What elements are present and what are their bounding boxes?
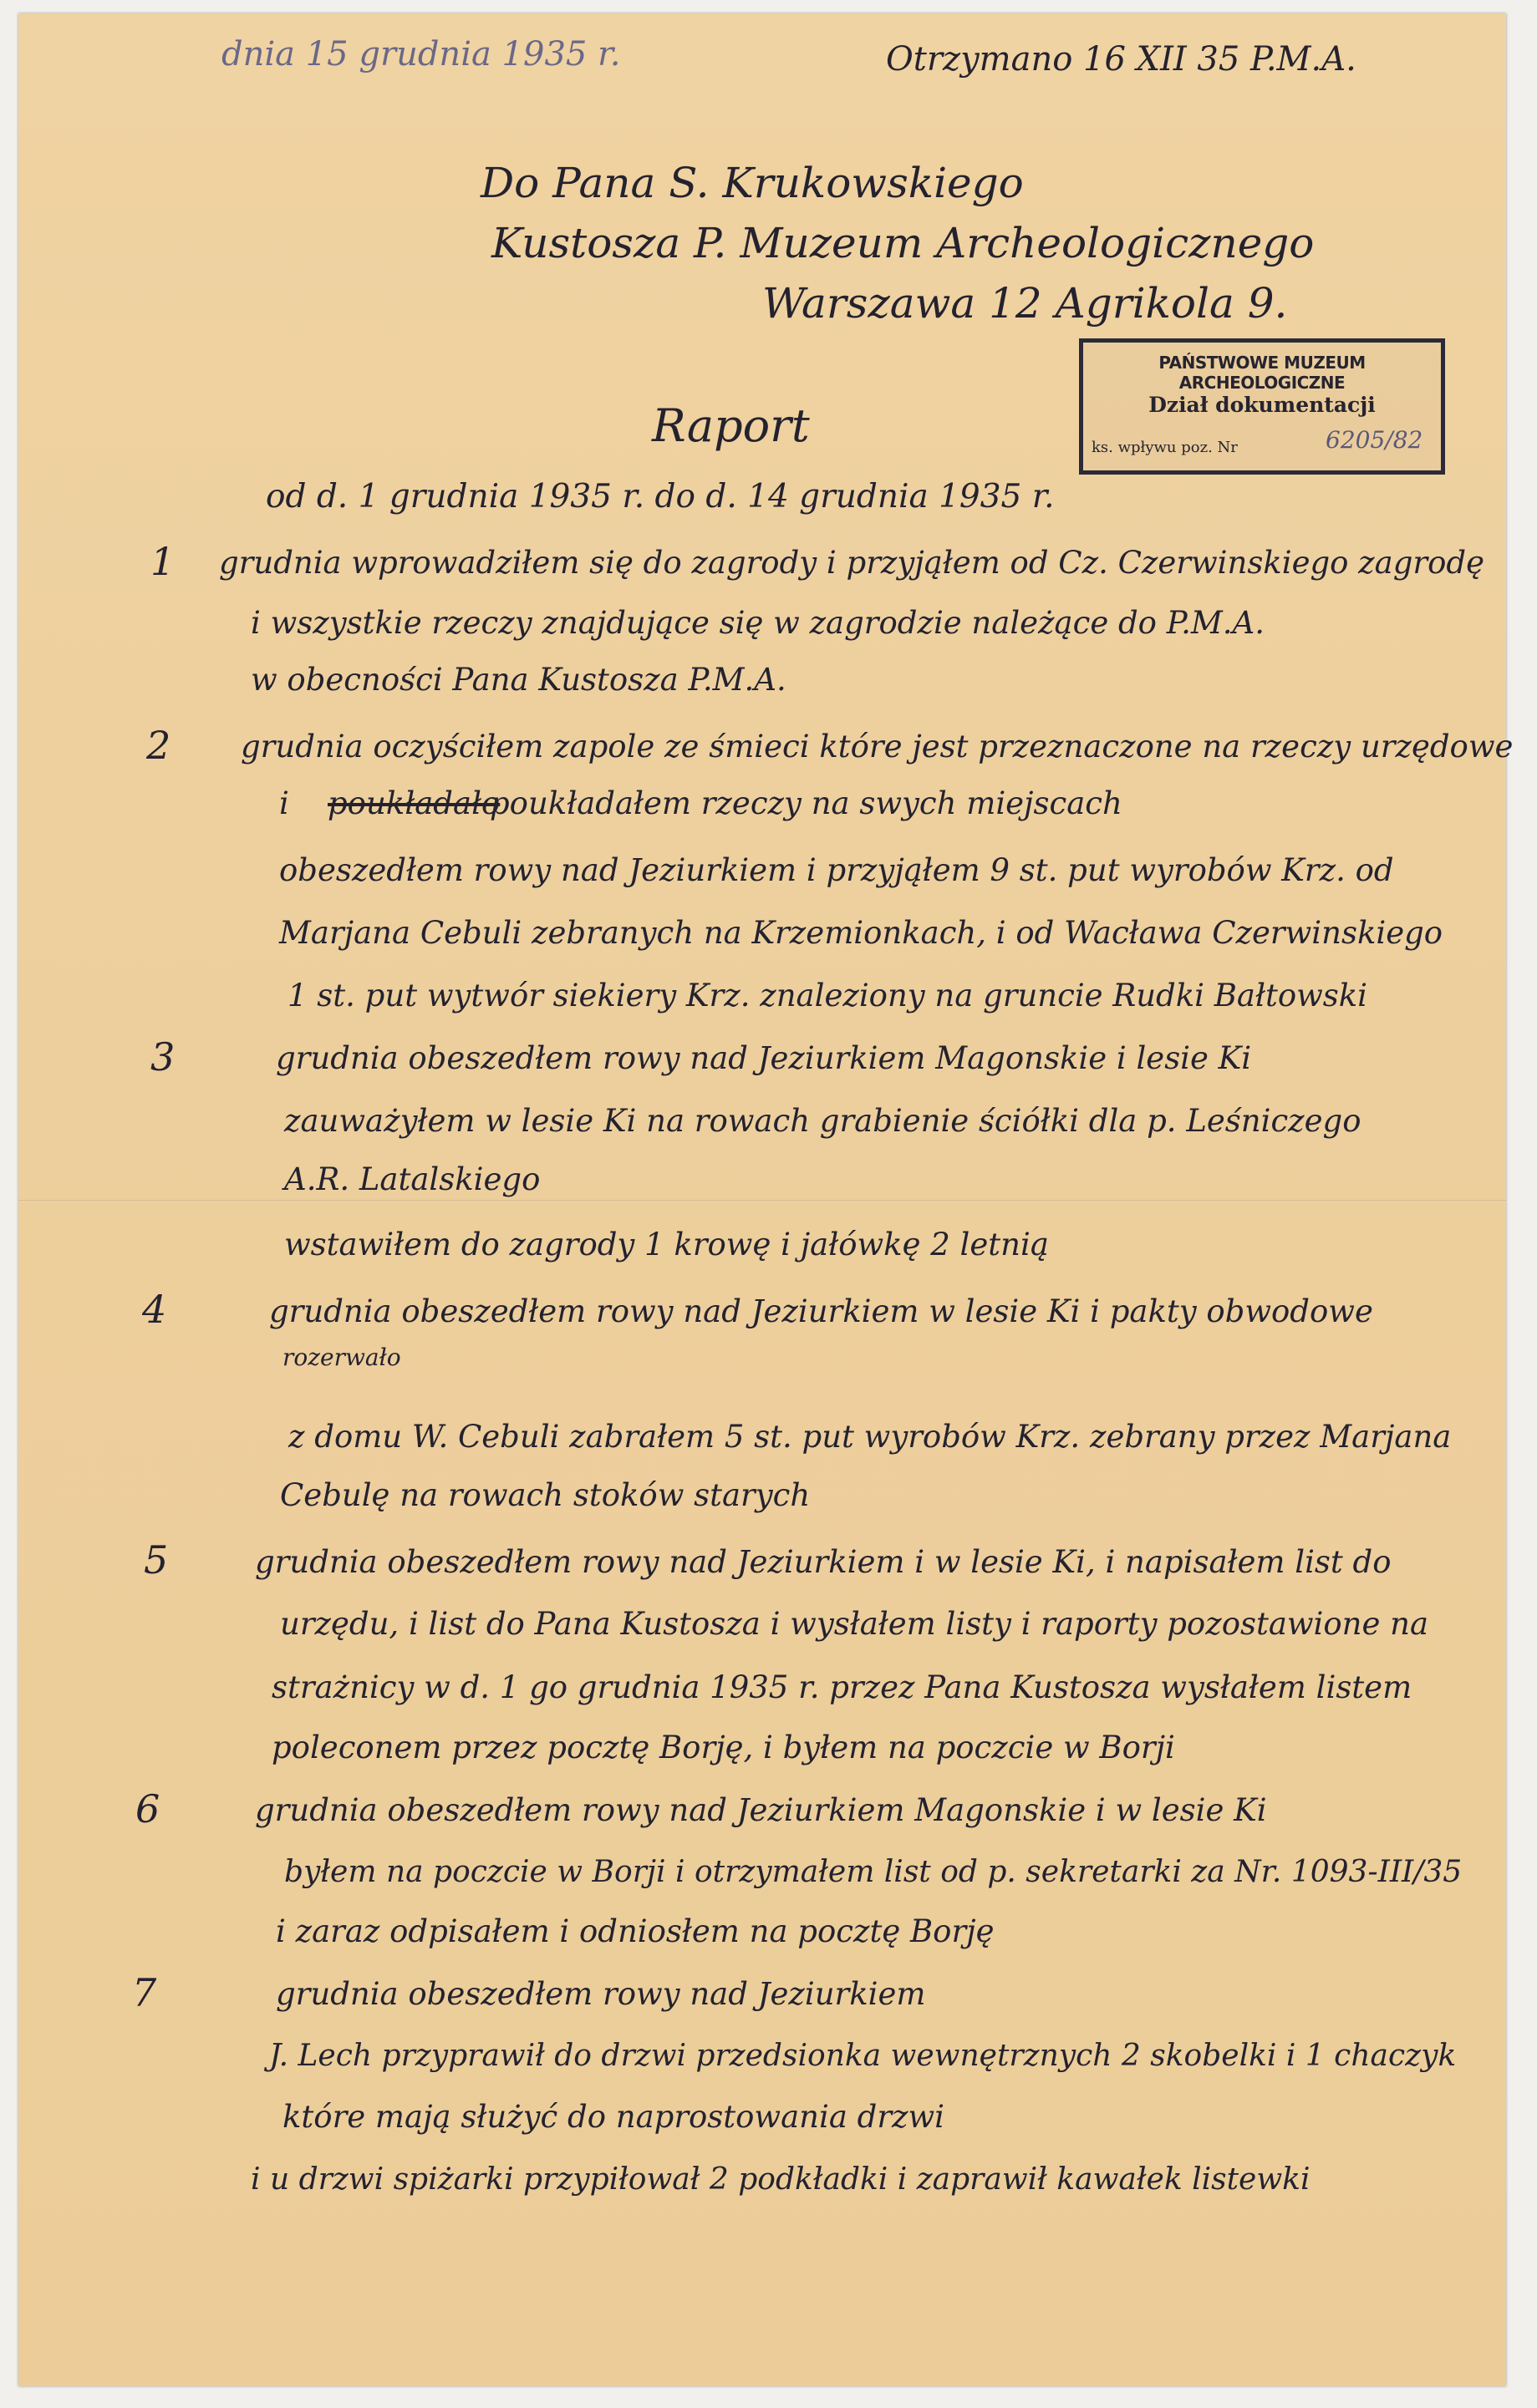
- page-fold: [18, 1200, 1506, 1202]
- entry-7-line-2: J. Lech przyprawił do drzwi przedsionka wewnętrznych 2 skobelki i 1 chaczyk: [269, 2039, 1457, 2073]
- received-note: Otrzymano 16 XII 35 P.M.A.: [886, 40, 1356, 79]
- entry-3-line-1: grudnia obeszedłem rowy nad Jeziurkiem Magonskie i lesie Ki: [276, 1040, 1252, 1076]
- stamp-entry-number: 6205/82: [1326, 426, 1423, 454]
- date-note: dnia 15 grudnia 1935 r.: [221, 35, 621, 74]
- entry-3-line-2: zauważyłem w lesie Ki na rowach grabienie ściółki dla p. Leśniczego: [284, 1103, 1361, 1139]
- entry-2-line-4: Marjana Cebuli zebranych na Krzemionkach, i od Wacława Czerwinskiego: [279, 915, 1443, 951]
- entry-day-2: 2: [146, 723, 171, 768]
- entry-day-3: 3: [150, 1034, 176, 1080]
- entry-day-4: 4: [142, 1287, 167, 1332]
- entry-1-line-2: i wszystkie rzeczy znajdujące się w zagrodzie należące do P.M.A.: [251, 605, 1265, 641]
- entry-4-line-4: Cebulę na rowach stoków starych: [280, 1477, 811, 1513]
- entry-day-6: 6: [135, 1786, 160, 1831]
- entry-2-line-2: poukładałem rzeczy na swych miejscach: [490, 785, 1122, 821]
- address-line-3: Warszawa 12 Agrikola 9.: [762, 279, 1288, 328]
- entry-6-line-1: grudnia obeszedłem rowy nad Jeziurkiem Magonskie i w lesie Ki: [255, 1792, 1267, 1828]
- entry-4-line-1: grudnia obeszedłem rowy nad Jeziurkiem w lesie Ki i pakty obwodowe: [269, 1293, 1373, 1329]
- entry-7-line-3: które mają służyć do naprostowania drzwi: [282, 2099, 945, 2135]
- stamp-entry-label: ks. wpływu poz. Nr: [1092, 439, 1238, 456]
- entry-7-line-1: grudnia obeszedłem rowy nad Jeziurkiem: [276, 1976, 926, 2012]
- entry-3-line-3: A.R. Latalskiego: [284, 1161, 541, 1197]
- entry-2-struck-word: poukładało: [328, 785, 501, 821]
- address-line-1: Do Pana S. Krukowskiego: [481, 159, 1024, 207]
- entry-5-line-2: urzędu, i list do Pana Kustosza i wysłałem listy i raporty pozostawione na: [280, 1606, 1429, 1642]
- archive-stamp: [1079, 338, 1445, 475]
- entry-6-line-2: byłem na poczcie w Borji i otrzymałem list od p. sekretarki za Nr. 1093-III/35: [284, 1855, 1463, 1889]
- entry-2-line-5: 1 st. put wytwór siekiery Krz. znaleziony na gruncie Rudki Bałtowski: [288, 978, 1368, 1013]
- report-period: od d. 1 grudnia 1935 r. do d. 14 grudnia 1935 r.: [266, 478, 1055, 516]
- entry-4-line-2: rozerwało: [282, 1344, 401, 1371]
- entry-6-line-3: i zaraz odpisałem i odniosłem na pocztę Borję: [276, 1913, 995, 1949]
- entry-1-line-1: grudnia wprowadziłem się do zagrody i przyjąłem od Cz. Czerwinskiego zagrodę: [219, 545, 1484, 581]
- address-line-2: Kustosza P. Muzeum Archeologicznego: [491, 219, 1315, 267]
- stamp-department: Dział dokumentacji: [1148, 393, 1376, 417]
- entry-5-line-4: poleconem przez pocztę Borję, i byłem na poczcie w Borji: [272, 1730, 1175, 1765]
- report-title: Raport: [652, 399, 810, 452]
- stamp-institution: PAŃSTWOWE MUZEUM ARCHEOLOGICZNE: [1158, 353, 1366, 393]
- entry-2-line-1: grudnia oczyściłem zapole ze śmieci które jest przeznaczone na rzeczy urzędowe: [241, 729, 1514, 765]
- entry-5-line-1: grudnia obeszedłem rowy nad Jeziurkiem i w lesie Ki, i napisałem list do: [255, 1544, 1392, 1580]
- entry-2-i: i: [279, 785, 289, 821]
- entry-2-line-3: obeszedłem rowy nad Jeziurkiem i przyjąłem 9 st. put wyrobów Krz. od: [279, 852, 1394, 888]
- entry-4-line-3: z domu W. Cebuli zabrałem 5 st. put wyrobów Krz. zebrany przez Marjana: [288, 1419, 1452, 1455]
- entry-day-7: 7: [132, 1970, 157, 2015]
- entry-7-line-4: i u drzwi spiżarki przypiłował 2 podkładki i zaprawił kawałek listewki: [251, 2162, 1311, 2197]
- entry-1-line-3: w obecności Pana Kustosza P.M.A.: [251, 662, 786, 698]
- entry-day-1: 1: [150, 539, 176, 584]
- entry-3-line-4: wstawiłem do zagrody 1 krowę i jałówkę 2 letnią: [284, 1227, 1049, 1262]
- entry-day-5: 5: [144, 1537, 169, 1582]
- entry-5-line-3: strażnicy w d. 1 go grudnia 1935 r. przez Pana Kustosza wysłałem listem: [272, 1669, 1412, 1705]
